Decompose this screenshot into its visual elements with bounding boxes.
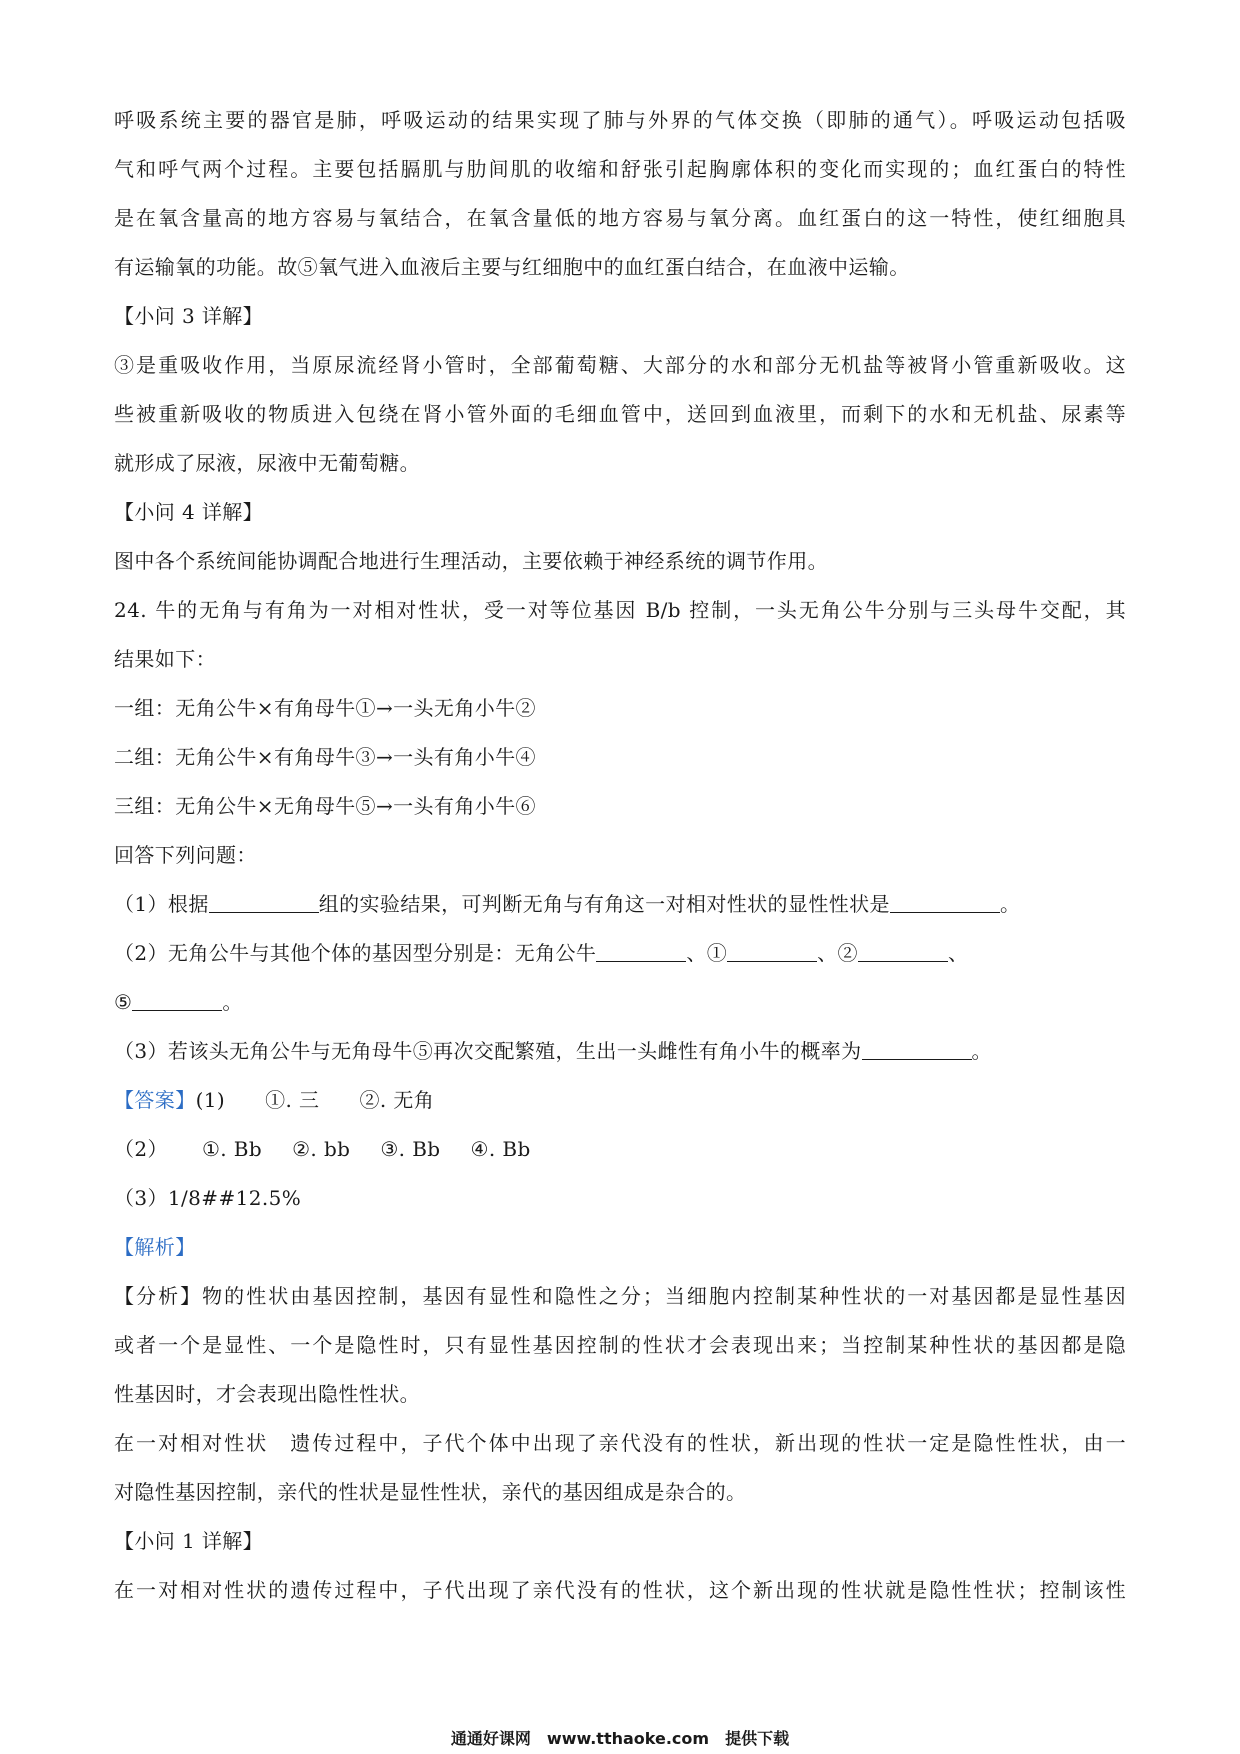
q24-stem-1: 24. 牛的无角与有角为一对相对性状，受一对等位基因 B/b 控制，一头无角公牛分别与三头母牛交配，其 [114,598,1126,622]
resp-line-2: 气和呼气两个过程。主要包括膈肌与肋间肌的收缩和舒张引起胸廓体积的变化而实现的；血红蛋白的特性 [114,157,1126,181]
analysis-heading: 【解析】 [114,1235,196,1259]
answer-1-a: ①. 三 [265,1088,320,1112]
group-3: 三组：无角公牛×无角母牛⑤→一头有角小牛⑥ [114,794,536,818]
s3-text-b: 。 [971,1039,992,1063]
answer-prompt: 回答下列问题： [114,843,257,867]
answer-1-b: ②. 无角 [359,1088,435,1112]
answer-blank [209,892,319,913]
answer-blank [596,941,686,962]
q1-line-1: 在一对相对性状的遗传过程中，子代出现了亲代没有的性状，这个新出现的性状就是隐性性状；控制该性 [114,1578,1126,1602]
answer-line-2 [114,1125,1126,1174]
group-1: 一组：无角公牛×有角母牛①→一头无角小牛② [114,696,536,720]
s2-text-f: 。 [222,990,243,1014]
s2-text-e: ⑤ [114,990,133,1014]
answer-blank [862,1039,972,1060]
resp-line-3: 是在氧含量高的地方容易与氧结合，在氧含量低的地方容易与氧分离。血红蛋白的这一特性，使红细胞具 [114,206,1126,230]
q3-line-2: 些被重新吸收的物质进入包绕在肾小管外面的毛细血管中，送回到血液里，而剩下的水和无机盐、尿素等 [114,402,1126,426]
analysis-line-3: 性基因时，才会表现出隐性性状。 [114,1382,420,1406]
answer-blank [132,990,222,1011]
answer-blank [858,941,948,962]
answer-1-number: (1) [195,1088,226,1112]
subquestion-3 [114,1027,1126,1076]
q3-line-3: 就形成了尿液，尿液中无葡萄糖。 [114,451,420,475]
s2-text-b: 、① [686,941,728,965]
document-body [114,96,1126,1615]
heading-q4: 【小问 4 详解】 [114,500,264,524]
answer-2-d: ④. Bb [470,1137,531,1161]
q24-stem-2: 结果如下： [114,647,216,671]
subquestion-1 [114,880,1126,929]
answer-2-b: ②. bb [292,1137,351,1161]
inherit-line-2: 对隐性基因控制，亲代的性状是显性性状，亲代的基因组成是杂合的。 [114,1480,747,1504]
page-footer: 通通好课网 www.tthaoke.com 提供下载 [450,1729,790,1748]
answer-blank [890,892,1000,913]
answer-blank [727,941,817,962]
answer-2-a: ①. Bb [201,1137,263,1161]
s1-text-a: （1）根据 [114,892,209,916]
subquestion-2 [114,929,1126,978]
group-2: 二组：无角公牛×有角母牛③→一头有角小牛④ [114,745,536,769]
inherit-line-1: 在一对相对性状 遗传过程中，子代个体中出现了亲代没有的性状，新出现的性状一定是隐性性状，由一 [114,1431,1126,1455]
answer-2-c: ③. Bb [380,1137,441,1161]
s2-text-d: 、 [947,941,969,965]
s2-text-c: 、② [817,941,858,965]
s2-text-a: （2）无角公牛与其他个体的基因型分别是：无角公牛 [114,941,597,965]
analysis-line-1: 【分析】物的性状由基因控制，基因有显性和隐性之分；当细胞内控制某种性状的一对基因都是显性基因 [114,1284,1126,1308]
q3-line-1: ③是重吸收作用，当原尿流经肾小管时，全部葡萄糖、大部分的水和部分无机盐等被肾小管重新吸收。这 [114,353,1126,377]
analysis-line-2: 或者一个是显性、一个是隐性时，只有显性基因控制的性状才会表现出来；当控制某种性状的基因都是隐 [114,1333,1126,1357]
heading-q1: 【小问 1 详解】 [114,1529,264,1553]
q4-text: 图中各个系统间能协调配合地进行生理活动，主要依赖于神经系统的调节作用。 [114,549,828,573]
s1-text-b: 组的实验结果，可判断无角与有角这一对相对性状的显性性状是 [318,892,890,916]
s3-text-a: （3）若该头无角公牛与无角母牛⑤再次交配繁殖，生出一头雌性有角小牛的概率为 [114,1039,862,1063]
resp-line-4: 有运输氧的功能。故⑤氧气进入血液后主要与红细胞中的血红蛋白结合，在血液中运输。 [114,255,910,279]
answer-tag: 【答案】 [114,1088,196,1112]
heading-q3: 【小问 3 详解】 [114,304,264,328]
subquestion-2-cont [114,978,1126,1027]
s1-text-c: 。 [999,892,1021,916]
answer-line-3: （3）1/8##12.5% [114,1186,302,1210]
resp-line-1: 呼吸系统主要的器官是肺，呼吸运动的结果实现了肺与外界的气体交换（即肺的通气）。呼吸运动包括吸 [114,108,1126,132]
answer-2-number: （2） [114,1137,168,1161]
answer-line-1 [114,1076,1126,1125]
